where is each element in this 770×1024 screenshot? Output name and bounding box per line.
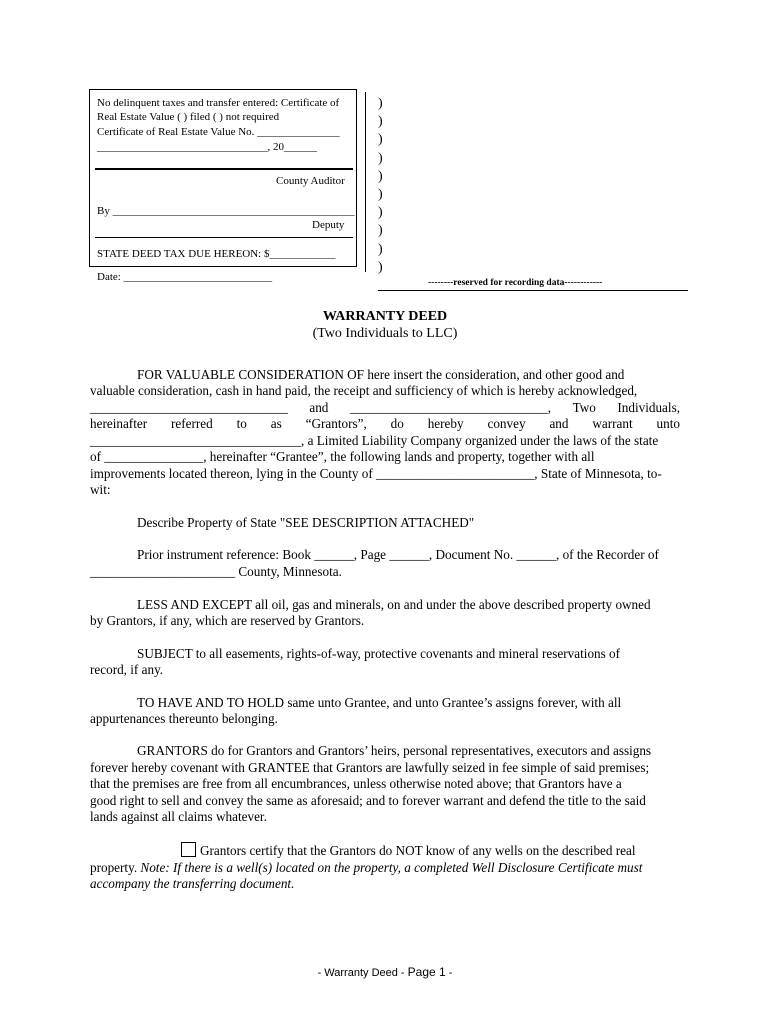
vertical-separator [365,92,366,272]
wells-line-1 [181,842,770,859]
word: convey [487,416,526,431]
grantors-line-1: GRANTORS do for Grantors and Grantors’ heirs, personal representatives, executors and assigns [137,743,652,758]
deed-tax-line: STATE DEED TAX DUE HEREON: $____________ [97,248,336,260]
box-divider-2 [95,237,353,238]
grantors-line-5: lands against all claims whatever. [90,809,267,824]
box-line-3: Certificate of Real Estate Value No. _______________ [97,126,340,138]
prior-ref-line-2: ______________________ County, Minnesota. [90,564,342,579]
word: as [270,416,282,431]
subject-line-1: SUBJECT to all easements, rights-of-way, protective covenants and mineral reservations of [137,646,621,661]
word: “Grantors”, [305,416,367,431]
text: Grantors certify that the Grantors do NOT know of any wells on the described real [200,843,636,858]
paren: ) [378,150,383,166]
to-have-line-1: TO HAVE AND TO HOLD same unto Grantee, and unto Grantee’s assigns forever, with all [137,695,622,710]
subject-line-2: record, if any. [90,662,164,677]
page-footer [0,965,770,979]
document-subtitle: (Two Individuals to LLC) [312,326,458,341]
footer-left: - Warranty Deed - [317,967,408,979]
paren: ) [378,187,383,203]
grantors-line-4: good right to sell and convey the same as aforesaid; and to forever warrant and defend the title to the said [90,793,646,808]
recording-data-label: --------reserved for recording data------------ [428,278,603,288]
text: FOR VALUABLE CONSIDERATION OF here insert the consideration, and other good and [137,367,625,382]
less-except-line-2: by Grantors, if any, which are reserved by Grantors. [90,613,365,628]
paren: ) [378,168,383,184]
less-except-line-1: LESS AND EXCEPT all oil, gas and minerals, on and under the above described property owned [137,597,651,612]
consideration-line-8: wit: [90,482,111,497]
text: and [309,400,329,415]
box-divider [95,168,353,170]
consideration-line-2: valuable consideration, cash in hand paid, the receipt and sufficiency of which is hereby acknowledged, [90,383,638,398]
paren: ) [378,114,383,130]
paren: ) [378,241,383,257]
document-title: WARRANTY DEED [322,309,448,324]
box-line-2: Real Estate Value ( ) filed ( ) not required [97,111,280,123]
word: and [549,416,569,431]
page-number: Page 1 [407,965,446,979]
paren: ) [378,205,383,221]
word: warrant [592,416,633,431]
box-line-4: _______________________________, 20______ [97,141,317,153]
consideration-line-5: ________________________________, a Limited Liability Company organized under the laws of the state [90,433,659,448]
prior-ref-line-1: Prior instrument reference: Book ______, Page ______, Document No. ______, of the Recorder of [137,547,659,562]
box-line-1: No delinquent taxes and transfer entered: Certificate of [97,97,340,109]
by-line: By ____________________________________________ [97,205,355,217]
footer-right: - [445,967,453,979]
recording-underline [378,290,688,291]
wells-checkbox[interactable] [181,842,196,857]
consideration-line-6: of _______________, hereinafter “Grantee”, the following lands and property, together with all [90,449,595,464]
well-note: Note: If there is a well(s) located on the property, a completed Well Disclosure Certificate must [140,860,643,875]
word: referred [170,416,213,431]
word: do [390,416,404,431]
deputy-label: Deputy [312,219,345,231]
county-auditor-label: County Auditor [276,175,345,187]
wells-line-3 [90,876,680,892]
grantors-line-2: forever hereby covenant with GRANTEE that Grantors are lawfully seized in fee simple of said premises; [90,760,650,775]
text: property. [90,860,141,875]
wells-line-2 [90,860,680,876]
well-note: accompany the transferring document. [90,876,295,891]
consideration-line-1 [137,367,680,383]
paren: ) [378,259,383,275]
paren: ) [378,223,383,239]
paren: ) [378,132,383,148]
word: hereby [427,416,464,431]
paren-column [378,95,383,277]
consideration-line-7: improvements located thereon, lying in the County of ________________________, State of Minnesota, to- [90,466,662,481]
text: Individuals, [617,400,680,415]
grantor-2-blank: ______________________________, [349,400,552,415]
word: unto [656,416,680,431]
paren: ) [378,96,383,111]
word: hereinafter [90,416,148,431]
to-have-line-2: appurtenances thereunto belonging. [90,711,278,726]
text: Two [572,400,596,415]
word: to [236,416,247,431]
consideration-line-4 [90,416,680,432]
consideration-line-3 [90,400,680,416]
describe-property: Describe Property of State "SEE DESCRIPTION ATTACHED" [137,515,475,530]
grantor-1-blank: ______________________________ [90,400,288,415]
date-line: Date: ___________________________ [97,271,273,283]
grantors-line-3: that the premises are free from all encumbrances, unless otherwise noted above; that Grantors have a [90,776,622,791]
